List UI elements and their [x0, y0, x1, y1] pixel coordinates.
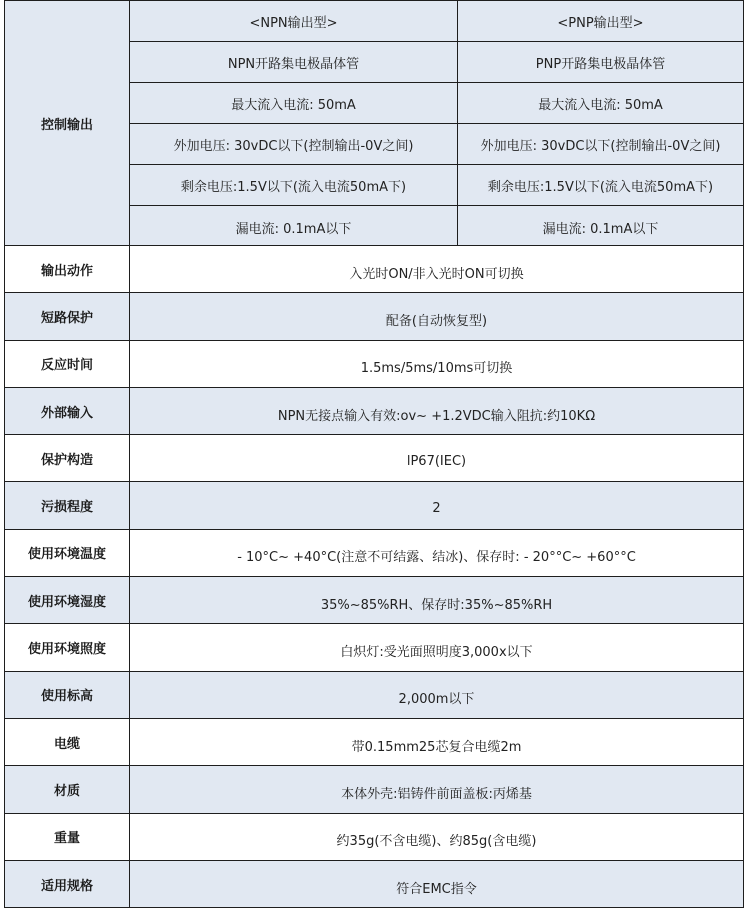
row-value: 配备(自动恢复型) — [130, 293, 744, 340]
pnp-cell: 外加电压: 30vDC以下(控制输出-0V之间) — [458, 124, 744, 165]
pnp-cell: PNP开路集电极晶体管 — [458, 42, 744, 83]
row-value: 带0.15mm25芯复合电缆2m — [130, 718, 744, 765]
npn-cell: 最大流入电流: 50mA — [130, 83, 458, 124]
pnp-cell: 剩余电压:1.5V以下(流入电流50mA下) — [458, 165, 744, 206]
row-label: 使用环境照度 — [5, 624, 130, 671]
row-label: 使用环境湿度 — [5, 577, 130, 624]
row-label: 污损程度 — [5, 482, 130, 529]
row-label: 使用环境温度 — [5, 529, 130, 576]
table-row — [5, 387, 744, 434]
spec-table — [4, 0, 744, 908]
table-row — [5, 624, 744, 671]
table-row — [5, 766, 744, 813]
row-label-control-output: 控制输出 — [5, 1, 130, 246]
npn-cell: <NPN输出型> — [130, 1, 458, 42]
row-value: 1.5ms/5ms/10ms可切换 — [130, 340, 744, 387]
pnp-cell: <PNP输出型> — [458, 1, 744, 42]
npn-cell: 剩余电压:1.5V以下(流入电流50mA下) — [130, 165, 458, 206]
row-value: 白炽灯:受光面照明度3,000x以下 — [130, 624, 744, 671]
row-label: 短路保护 — [5, 293, 130, 340]
table-row — [5, 293, 744, 340]
row-label: 适用规格 — [5, 860, 130, 907]
row-value: NPN无接点输入有效:ov~ +1.2VDC输入阻抗:约10KΩ — [130, 387, 744, 434]
npn-cell: 漏电流: 0.1mA以下 — [130, 206, 458, 246]
row-label: 使用标高 — [5, 671, 130, 718]
table-row — [5, 860, 744, 907]
table-row — [5, 435, 744, 482]
table-row — [5, 340, 744, 387]
npn-cell: NPN开路集电极晶体管 — [130, 42, 458, 83]
table-row — [5, 246, 744, 293]
row-label: 输出动作 — [5, 246, 130, 293]
row-value: 约35g(不含电缆)、约85g(含电缆) — [130, 813, 744, 860]
table-row — [5, 718, 744, 765]
pnp-cell: 最大流入电流: 50mA — [458, 83, 744, 124]
row-label: 保护构造 — [5, 435, 130, 482]
table-row — [5, 671, 744, 718]
row-value: 符合EMC指令 — [130, 860, 744, 907]
row-label: 材质 — [5, 766, 130, 813]
row-value: 35%~85%RH、保存时:35%~85%RH — [130, 577, 744, 624]
row-label: 电缆 — [5, 718, 130, 765]
table-row — [5, 529, 744, 576]
row-value: 2 — [130, 482, 744, 529]
table-row — [5, 1, 744, 42]
pnp-cell: 漏电流: 0.1mA以下 — [458, 206, 744, 246]
table-row — [5, 577, 744, 624]
row-value: lP67(IEC) — [130, 435, 744, 482]
row-value: 2,000m以下 — [130, 671, 744, 718]
row-label: 重量 — [5, 813, 130, 860]
row-value: - 10°C~ +40°C(注意不可结露、结冰)、保存时: - 20°°C~ +60°°C — [130, 529, 744, 576]
table-row — [5, 813, 744, 860]
row-value: 本体外壳:铝铸件前面盖板:丙烯基 — [130, 766, 744, 813]
row-label: 反应时间 — [5, 340, 130, 387]
row-value: 入光时ON/非入光时ON可切换 — [130, 246, 744, 293]
npn-cell: 外加电压: 30vDC以下(控制输出-0V之间) — [130, 124, 458, 165]
row-label: 外部输入 — [5, 387, 130, 434]
table-row — [5, 482, 744, 529]
